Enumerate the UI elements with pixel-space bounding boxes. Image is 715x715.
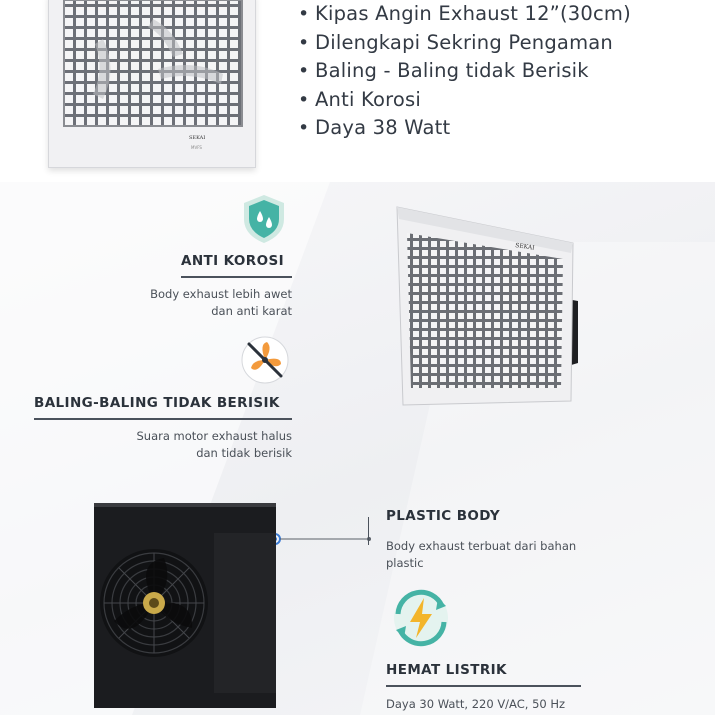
- bullet-icon: •: [298, 117, 310, 139]
- bullet-icon: •: [298, 3, 310, 25]
- hemat-listrik-desc: Daya 30 Watt, 220 V/AC, 50 Hz: [386, 697, 566, 711]
- divider: [34, 418, 292, 420]
- exhaust-fan-black-image: [94, 503, 276, 708]
- divider: [386, 685, 581, 687]
- list-item: • Anti Korosi: [298, 86, 631, 115]
- anti-korosi-desc: Body exhaust lebih awet dan anti karat: [150, 287, 292, 318]
- fan-blades-shadow: [63, 0, 243, 127]
- bullet-icon: •: [298, 88, 310, 111]
- fan-model-label: MVFS: [191, 145, 202, 150]
- divider: [368, 517, 369, 545]
- no-noise-fan-icon: [239, 334, 291, 386]
- anti-korosi-title: ANTI KOROSI: [181, 253, 285, 269]
- fan-brand-label: SEKAI: [189, 135, 206, 141]
- list-item: • Dilengkapi Sekring Pengaman: [298, 29, 631, 58]
- list-item: • Daya 38 Watt: [298, 114, 631, 143]
- plastic-body-title: PLASTIC BODY: [386, 508, 501, 524]
- list-item: • Baling - Baling tidak Berisik: [298, 57, 631, 86]
- baling-title: BALING-BALING TIDAK BERISIK: [34, 395, 280, 411]
- exhaust-fan-angled-image: [393, 203, 585, 409]
- callout-connector: [269, 533, 381, 545]
- exhaust-fan-front-image: [48, 0, 256, 168]
- baling-desc: Suara motor exhaust halus dan tidak berisik: [136, 429, 292, 460]
- list-item: • Kipas Angin Exhaust 12”(30cm): [298, 0, 631, 29]
- fan-brand-label: SEKAI: [514, 242, 535, 252]
- energy-bolt-icon: [386, 588, 456, 648]
- divider: [181, 276, 292, 278]
- plastic-body-desc: Body exhaust terbuat dari bahan plastic: [386, 539, 577, 570]
- bullet-icon: •: [298, 60, 310, 82]
- hemat-listrik-title: HEMAT LISTRIK: [386, 662, 507, 678]
- shield-water-drop-icon: [240, 193, 288, 245]
- feature-bullet-list: [298, 0, 631, 143]
- bullet-icon: •: [298, 31, 310, 54]
